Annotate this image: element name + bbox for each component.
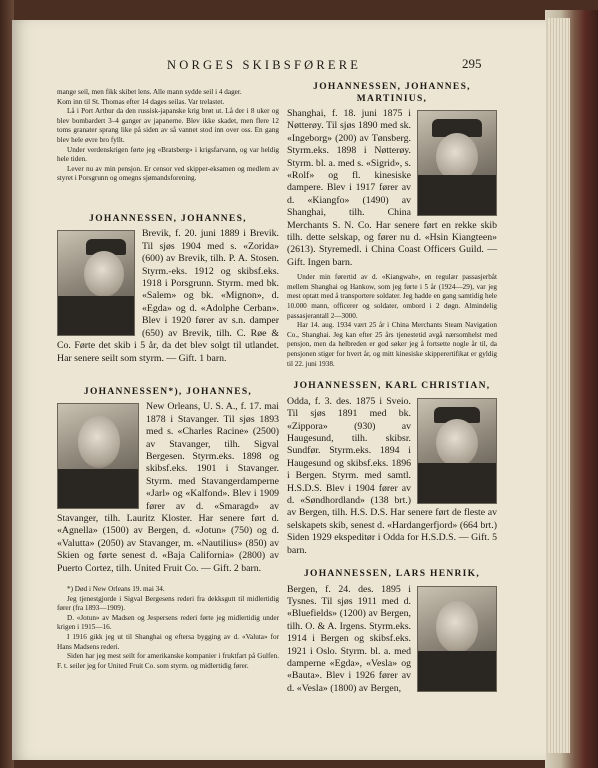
entry-heading: JOHANNESSEN*), JOHANNES, [83,386,253,397]
page-header [12,58,546,74]
portrait-photo [417,586,497,692]
right-column [287,82,497,695]
footnote: Siden har jeg mest seilt for amerikanske kompanier i fruktfart på Gulfen. F. t. seiler jeg for United Fruit Co. som styrm. og midlertidig fører. [57,652,279,670]
entry-johannes-martinius [287,82,497,369]
left-column [57,88,279,671]
footnote: Jeg tjenestgjorde i Sigval Bergesens rederi fra dekksgutt til midlertidig fører (fra 1893—1909). [57,594,279,613]
entry-body: New Orleans, U. S. A., f. 17. mai 1878 i Stavanger. Til sjøs 1893 med s. «Charles Racine» (2500) av Stavanger, tilh. Sigval Bergesen. Styrm.eks. 1898 og skibsf.eks. 1901 i Stavanger. Styrm. med Stavangerdamperne «Jarl» og «Kalfond». Blev i 1909 fører av d. «Smaragd» av Stavanger, tilh. Lauritz Kloster. Har senere ført d. «Agnella» (1500) av Bergen, d. «Jotun» (750) og d. «Valutta» (2050) av Stavanger, m. «Nautilius» (850) av Skien og førte senest d. «Baja California» (2800) av Puerto Cortez, tilh. United Fruit Co. — Gift. 2 barn. [57,401,279,574]
intro-text [57,88,279,184]
footnotes [57,585,279,671]
entry-note: Under min førertid av d. «Kiangwah», en regulær passasjerbåt mellem Shanghai og Hankow, som jeg førte i 5 år (1924—29), var jeg mest optatt med å transportere soldater. Jeg hadde en gang samtidig hele 10.000 mann, officerer og soldater, ombord i 2 døgn. Almindelig passasjerantall 2—3000. [287,273,497,320]
portrait-photo [57,403,139,509]
entry-body: Odda, f. 3. des. 1875 i Sveio. Til sjøs 1891 med bk. «Zippora» (930) av Haugesund, tilh. skibsr. Sundfør. Styrm.eks. 1894 i Haugesund og skibsf.eks. 1896 i Bergen. Styrm. med samtl. H.S.D.S. Blev i 1904 fører av d. «Søndhordland» (138 brt.) av Bergen, tilh. H.S. D.S. Har senere ført de fleste av selskapets skib, senest d. «Hardangerfjord» (664 brt.) Siden 1929 ekspeditør i Odda for H.S.D.S. — Gift. 5 barn. [287,395,497,556]
entry-body: Shanghai, f. 18. juni 1875 i Nøtterøy. Til sjøs 1890 med sk. «Ingeborg» (200) av Tønsberg. Styrm.eks. 1898 i Nøtterøy. Styrm. bl. a. med s. «Sigrid», s. «Rolf» og fl. kinesiske dampere. Blev i 1917 fører av d. «Kiangfo» (1490) av Shanghai, tilh. China Merchants S. N. Co. Har senere ført en rekke skib tilh. dette selskap, og fører nu d. «Hsin Kiangteen» (2613). Styremedl. i China Coast Officers Guild. — Gift. Ingen barn. [287,108,497,268]
portrait-photo [57,230,135,336]
footnote: D. «Jotun» av Madsen og Jespersens rederi førte jeg midlertidig under krigen i 1915—16. [57,613,279,632]
entry-heading-line2: MARTINIUS, [356,93,428,104]
intro-line: mange seil, men fikk skibet lens. Alle mann sydde seil i 4 dager. [57,88,242,96]
entry-body: Bergen, f. 24. des. 1895 i Tysnes. Til sjøs 1911 med d. «Bluefields» (1200) av Bergen, tilh. O. & A. Irgens. Styrm.eks. 1914 i Bergen og skibsf.eks. 1921 i Oslo. Styrm. bl. a. med damperne «Egda», «Vesla» og «Bauta». Blev i 1926 fører av d. «Vesla» (1800) av Bergen, [287,583,411,694]
portrait-photo [417,110,497,216]
footnote: *) Død i New Orleans 19. mai 34. [67,585,165,594]
entry-heading: JOHANNESSEN, LARS HENRIK, [303,569,481,579]
page-number: 295 [462,56,482,71]
entry-heading: JOHANNESSEN, KARL CHRISTIAN, [293,381,491,392]
footnote: I 1916 gikk jeg ut til Shanghai og eftersa bygging av d. «Valuta» for Hans Madsens rederi. [57,633,279,651]
book-page [12,20,546,760]
intro-line: Kom inn til St. Thomas efter 14 dages seilas. Var trelastet. [57,97,225,106]
entry-lars-henrik [287,569,497,695]
entry-note: Har 14. aug. 1934 vært 25 år i China Merchants Steam Navigation Co., Shanghai. Jeg kan efter 25 års tjenestetid avgå nærsomhelst med pensjon, men da helbreden er god søker jeg å fortsette nogle år til, da pensjonen stiger for hvert år, og mitt kinesiske skipperertifikat er gyldig til 22. juni 1938. [287,321,497,368]
intro-paragraph: Under verdenskrigen førte jeg «Bratsberg» i krigsfarvann, og var heldig hele tiden. [57,145,279,164]
portrait-photo [417,398,497,504]
entry-karl-christian [287,381,497,557]
entry-heading: JOHANNESSEN, JOHANNES, [89,213,247,224]
intro-paragraph: Lå i Port Arthur da den russisk-japanske krig brøt ut. Lå der i 8 uker og blev bombardert 3–4 ganger av japanerne. Blev ikke skadet, men flere 12 toms granater sprang like på siden av så vannet stod inn over oss. En gang blev hele øvre bro fyllt. [57,107,279,144]
page-stack-edge [548,18,570,753]
entry-body: Brevik, f. 20. juni 1889 i Brevik. Til sjøs 1904 med s. «Zorida» (600) av Brevik, tilh. P. A. Stosen. Styrm.-eks. 1912 og skibsf.eks. 1918 i Porsgrunn. Styrm. med bk. «Salem» og bk. «Mignon», d. «Egda» og d. «Adolphe Cerban». Blev i 1920 fører av s.n. damper (650) av Brevik, tilh. C. Røe & Co. Førte det skib i 5 år, da det blev solgt til utlandet. Har senere seilt som styrm. — Gift. 1 barn. [57,228,279,364]
running-title: NORGES SKIBSFØRERE [167,58,362,72]
entry-heading: JOHANNESSEN, JOHANNES, [313,82,471,92]
intro-paragraph: Lever nu av min pensjon. Er censor ved skipper-eksamen og medlem av styret i Porsgrunn og omegns sjømandsforening. [57,164,279,183]
entry-johannes-new-orleans [57,387,279,575]
entry-johannes-brevik [57,214,279,365]
entry-notes [287,273,497,369]
